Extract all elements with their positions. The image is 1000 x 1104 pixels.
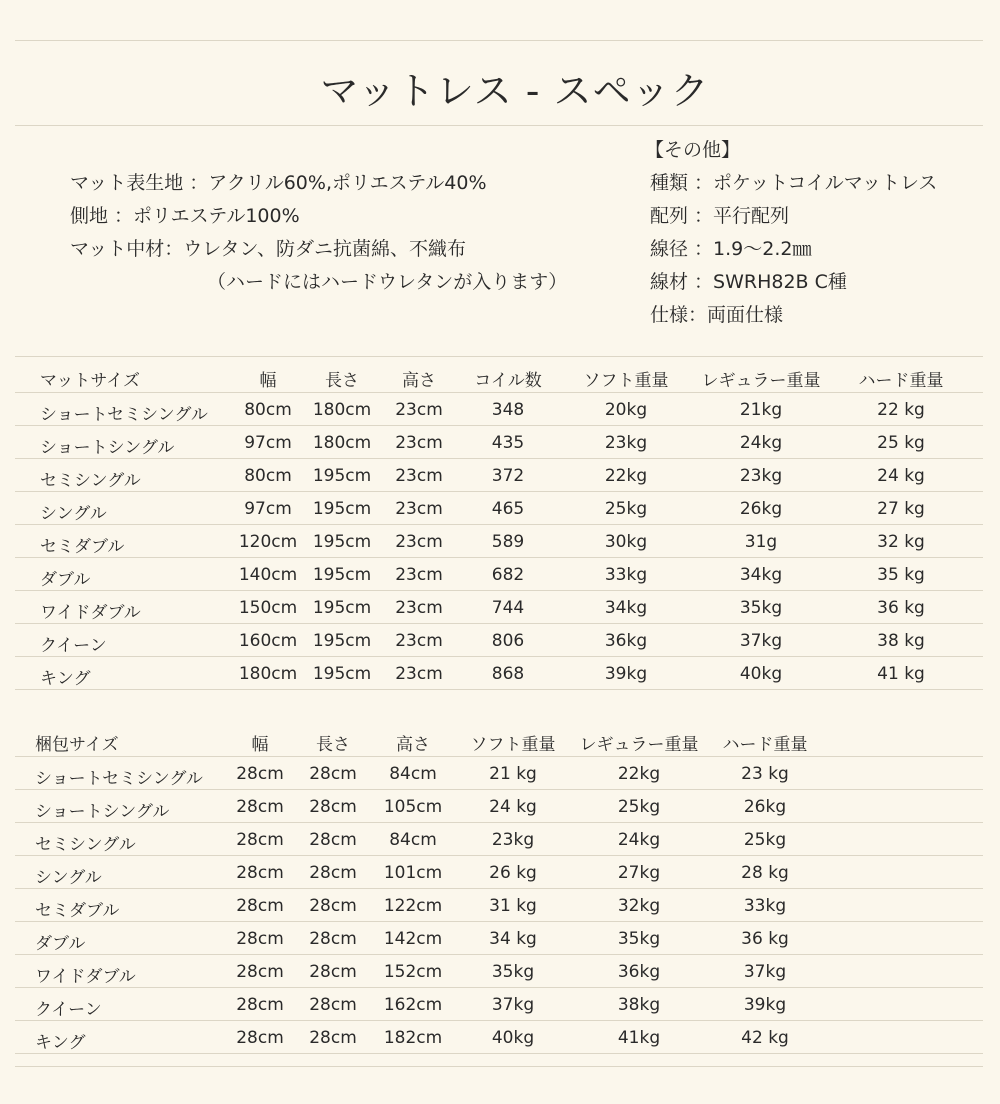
table-cell: 140cm <box>238 565 298 585</box>
table-cell: 23cm <box>395 466 443 486</box>
table-cell: 122cm <box>383 896 443 916</box>
column-header: マットサイズ <box>40 371 140 391</box>
table-cell: 36 kg <box>877 598 925 618</box>
table-cell: 34 kg <box>489 929 537 949</box>
size-name-cell: シングル <box>35 868 102 888</box>
table-cell: 37kg <box>491 995 535 1015</box>
table-cell: 37kg <box>739 631 783 651</box>
table-cell: 105cm <box>383 797 443 817</box>
table-cell: 465 <box>491 499 525 519</box>
table-cell: 152cm <box>383 962 443 982</box>
table-cell: 97cm <box>244 433 292 453</box>
row-divider <box>15 557 983 558</box>
table-cell: 120cm <box>238 532 298 552</box>
table-cell: 21kg <box>739 400 783 420</box>
table-cell: 589 <box>491 532 525 552</box>
table-cell: 28cm <box>236 764 284 784</box>
table-cell: 180cm <box>312 400 372 420</box>
size-name-cell: クイーン <box>40 636 107 656</box>
table-cell: 39kg <box>604 664 648 684</box>
table-cell: 744 <box>491 598 525 618</box>
row-divider <box>15 458 983 459</box>
table-cell: 28cm <box>309 929 357 949</box>
table-cell: 26kg <box>739 499 783 519</box>
table-cell: 41kg <box>617 1028 661 1048</box>
row-divider <box>15 888 983 889</box>
table-cell: 80cm <box>244 400 292 420</box>
table-cell: 23cm <box>395 499 443 519</box>
other-line-wire-diameter: 線径 ：1.9〜2.2㎜ <box>650 238 812 260</box>
row-divider <box>15 1053 983 1054</box>
column-header: コイル数 <box>474 371 542 391</box>
other-line-wire-material: 線材 ：SWRH82B C種 <box>650 271 847 293</box>
page-title: マットレス - スペック <box>320 69 710 113</box>
table-cell: 182cm <box>383 1028 443 1048</box>
row-divider <box>15 425 983 426</box>
table-cell: 80cm <box>244 466 292 486</box>
size-name-cell: ダブル <box>35 934 86 954</box>
row-divider <box>15 1020 983 1021</box>
table-cell: 195cm <box>312 631 372 651</box>
row-divider <box>15 392 983 393</box>
table-cell: 23 kg <box>741 764 789 784</box>
table-cell: 28cm <box>309 830 357 850</box>
table-cell: 36kg <box>617 962 661 982</box>
table-cell: 84cm <box>389 764 437 784</box>
table-cell: 25kg <box>743 830 787 850</box>
table-cell: 28cm <box>309 896 357 916</box>
size-name-cell: ショートセミシングル <box>35 769 203 789</box>
column-header: 長さ <box>325 371 359 391</box>
table-cell: 28cm <box>236 1028 284 1048</box>
table-cell: 35kg <box>739 598 783 618</box>
table-cell: 24 kg <box>489 797 537 817</box>
table-cell: 23cm <box>395 565 443 585</box>
row-divider <box>15 822 983 823</box>
table-cell: 142cm <box>383 929 443 949</box>
table-cell: 20kg <box>604 400 648 420</box>
table-cell: 34kg <box>604 598 648 618</box>
table-cell: 38 kg <box>877 631 925 651</box>
row-divider <box>15 491 983 492</box>
row-divider <box>15 855 983 856</box>
table-cell: 23cm <box>395 631 443 651</box>
size-name-cell: シングル <box>40 504 107 524</box>
table-cell: 23kg <box>739 466 783 486</box>
size-name-cell: ショートセミシングル <box>40 405 208 425</box>
row-divider <box>15 524 983 525</box>
table-cell: 41 kg <box>877 664 925 684</box>
row-divider <box>15 689 983 690</box>
column-header: レギュラー重量 <box>579 735 699 755</box>
table-cell: 30kg <box>604 532 648 552</box>
table-cell: 348 <box>491 400 525 420</box>
column-header: ソフト重量 <box>470 735 556 755</box>
table-cell: 39kg <box>743 995 787 1015</box>
table-cell: 26 kg <box>489 863 537 883</box>
material-line-outer-fabric: マット表生地 ：アクリル60%,ポリエステル40% <box>70 172 487 194</box>
column-header: レギュラー重量 <box>701 371 821 391</box>
table-cell: 24kg <box>617 830 661 850</box>
other-line-specification: 仕様：両面仕様 <box>650 304 784 326</box>
table-cell: 28 kg <box>741 863 789 883</box>
table-cell: 34kg <box>739 565 783 585</box>
table-cell: 806 <box>491 631 525 651</box>
table-cell: 28cm <box>309 995 357 1015</box>
size-name-cell: キング <box>40 669 91 689</box>
table-cell: 25 kg <box>877 433 925 453</box>
table-cell: 195cm <box>312 532 372 552</box>
column-header: 幅 <box>259 371 277 391</box>
table-cell: 23cm <box>395 664 443 684</box>
table-cell: 24kg <box>739 433 783 453</box>
table-cell: 21 kg <box>489 764 537 784</box>
table-cell: 28cm <box>309 1028 357 1048</box>
table-cell: 33kg <box>743 896 787 916</box>
table-cell: 40kg <box>491 1028 535 1048</box>
table-cell: 868 <box>491 664 525 684</box>
table-cell: 28cm <box>309 962 357 982</box>
table-cell: 22 kg <box>877 400 925 420</box>
table-cell: 180cm <box>238 664 298 684</box>
table-cell: 27kg <box>617 863 661 883</box>
table-cell: 28cm <box>236 995 284 1015</box>
table-cell: 150cm <box>238 598 298 618</box>
table-cell: 32kg <box>617 896 661 916</box>
table-cell: 195cm <box>312 565 372 585</box>
table-cell: 33kg <box>604 565 648 585</box>
table-cell: 37kg <box>743 962 787 982</box>
row-divider <box>15 756 983 757</box>
size-name-cell: セミダブル <box>35 901 120 921</box>
table-cell: 31g <box>744 532 778 552</box>
table-cell: 25kg <box>617 797 661 817</box>
divider <box>15 40 983 41</box>
divider <box>15 356 983 357</box>
other-line-type: 種類 ：ポケットコイルマットレス <box>650 172 938 194</box>
table-cell: 35kg <box>617 929 661 949</box>
row-divider <box>15 590 983 591</box>
size-name-cell: セミシングル <box>35 835 136 855</box>
column-header: 幅 <box>251 735 269 755</box>
column-header: 梱包サイズ <box>35 735 119 755</box>
table-cell: 160cm <box>238 631 298 651</box>
material-line-note: （ハードにはハードウレタンが入ります） <box>207 271 568 293</box>
size-name-cell: ダブル <box>40 570 91 590</box>
column-header: ハード重量 <box>722 735 808 755</box>
table-cell: 27 kg <box>877 499 925 519</box>
size-name-cell: クイーン <box>35 1000 102 1020</box>
other-heading: 【その他】 <box>645 139 741 161</box>
table-cell: 180cm <box>312 433 372 453</box>
table-cell: 28cm <box>309 764 357 784</box>
table-cell: 38kg <box>617 995 661 1015</box>
table-cell: 23kg <box>491 830 535 850</box>
column-header: 高さ <box>396 735 430 755</box>
row-divider <box>15 789 983 790</box>
table-cell: 23cm <box>395 532 443 552</box>
table-cell: 23cm <box>395 433 443 453</box>
table-cell: 36 kg <box>741 929 789 949</box>
table-cell: 28cm <box>236 797 284 817</box>
size-name-cell: ショートシングル <box>40 438 175 458</box>
row-divider <box>15 656 983 657</box>
table-cell: 22kg <box>604 466 648 486</box>
table-cell: 25kg <box>604 499 648 519</box>
size-name-cell: キング <box>35 1033 86 1053</box>
table-cell: 435 <box>491 433 525 453</box>
table-cell: 23cm <box>395 598 443 618</box>
size-name-cell: ワイドダブル <box>35 967 136 987</box>
table-cell: 36kg <box>604 631 648 651</box>
material-line-filling: マット中材：ウレタン、防ダニ抗菌綿、不織布 <box>70 238 466 260</box>
table-cell: 195cm <box>312 499 372 519</box>
column-header: ハード重量 <box>858 371 944 391</box>
table-cell: 42 kg <box>741 1028 789 1048</box>
table-cell: 24 kg <box>877 466 925 486</box>
table-cell: 162cm <box>383 995 443 1015</box>
table-cell: 23cm <box>395 400 443 420</box>
table-cell: 101cm <box>383 863 443 883</box>
divider <box>15 125 983 126</box>
table-cell: 372 <box>491 466 525 486</box>
table-cell: 35kg <box>491 962 535 982</box>
divider <box>15 1066 983 1067</box>
table-cell: 28cm <box>236 929 284 949</box>
row-divider <box>15 954 983 955</box>
table-cell: 40kg <box>739 664 783 684</box>
row-divider <box>15 921 983 922</box>
table-cell: 28cm <box>309 797 357 817</box>
table-cell: 195cm <box>312 598 372 618</box>
table-cell: 28cm <box>236 896 284 916</box>
size-name-cell: ワイドダブル <box>40 603 141 623</box>
size-name-cell: セミシングル <box>40 471 141 491</box>
table-cell: 28cm <box>236 863 284 883</box>
table-cell: 31 kg <box>489 896 537 916</box>
row-divider <box>15 987 983 988</box>
table-cell: 84cm <box>389 830 437 850</box>
size-name-cell: セミダブル <box>40 537 125 557</box>
row-divider <box>15 623 983 624</box>
size-name-cell: ショートシングル <box>35 802 170 822</box>
table-cell: 195cm <box>312 664 372 684</box>
table-cell: 22kg <box>617 764 661 784</box>
table-cell: 28cm <box>309 863 357 883</box>
column-header: 長さ <box>316 735 350 755</box>
material-line-side-fabric: 側地 ：ポリエステル100% <box>70 205 300 227</box>
table-cell: 23kg <box>604 433 648 453</box>
table-cell: 28cm <box>236 830 284 850</box>
table-cell: 28cm <box>236 962 284 982</box>
table-cell: 682 <box>491 565 525 585</box>
column-header: ソフト重量 <box>583 371 669 391</box>
other-line-arrangement: 配列 ：平行配列 <box>650 205 790 227</box>
column-header: 高さ <box>402 371 436 391</box>
table-cell: 195cm <box>312 466 372 486</box>
table-cell: 35 kg <box>877 565 925 585</box>
table-cell: 26kg <box>743 797 787 817</box>
table-cell: 97cm <box>244 499 292 519</box>
table-cell: 32 kg <box>877 532 925 552</box>
